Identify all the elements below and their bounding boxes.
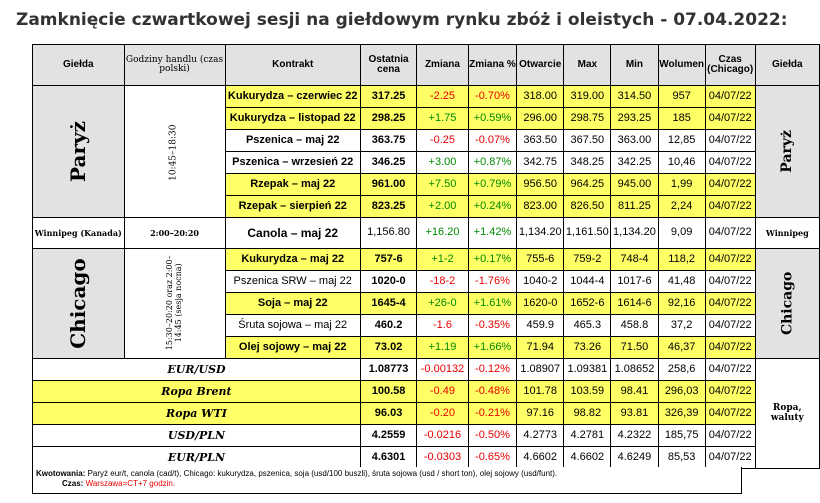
volume-cell: 41,48 bbox=[658, 271, 705, 293]
contract-cell: Canola – maj 22 bbox=[225, 218, 360, 249]
pct-cell: -0.07% bbox=[468, 130, 516, 152]
contract-cell: Rzepak – sierpień 22 bbox=[225, 196, 360, 218]
header-row bbox=[33, 45, 820, 86]
min-cell: 458.8 bbox=[611, 315, 658, 337]
last-cell: 298.25 bbox=[360, 108, 416, 130]
last-cell: 317.25 bbox=[360, 86, 416, 108]
change-cell: -18-2 bbox=[417, 271, 469, 293]
time-cell: 04/07/22 bbox=[705, 359, 755, 381]
header-time: Czas (Chicago) bbox=[705, 45, 755, 86]
max-cell: 98.82 bbox=[564, 403, 611, 425]
open-cell: 1,134.20 bbox=[517, 218, 564, 249]
max-cell: 759-2 bbox=[564, 249, 611, 271]
contract-cell: Kukurydza – czerwiec 22 bbox=[225, 86, 360, 108]
last-cell: 4.2559 bbox=[360, 425, 416, 447]
min-cell: 1017-6 bbox=[611, 271, 658, 293]
pct-cell: +0.87% bbox=[468, 152, 516, 174]
max-cell: 73.26 bbox=[564, 337, 611, 359]
table-row bbox=[33, 447, 820, 469]
min-cell: 71.50 bbox=[611, 337, 658, 359]
group-paris-hours: 10:45–18:30 bbox=[124, 86, 225, 218]
open-cell: 755-6 bbox=[517, 249, 564, 271]
pct-cell: +1.66% bbox=[468, 337, 516, 359]
volume-cell: 12,85 bbox=[658, 130, 705, 152]
max-cell: 4.6602 bbox=[564, 447, 611, 469]
pct-cell: +0.17% bbox=[468, 249, 516, 271]
pct-cell: +0.24% bbox=[468, 196, 516, 218]
contract-cell: Pszenica SRW – maj 22 bbox=[225, 271, 360, 293]
min-cell: 811.25 bbox=[611, 196, 658, 218]
time-cell: 04/07/22 bbox=[705, 403, 755, 425]
volume-cell: 258,6 bbox=[658, 359, 705, 381]
open-cell: 956.50 bbox=[517, 174, 564, 196]
open-cell: 1040-2 bbox=[517, 271, 564, 293]
contract-cell: Pszenica – wrzesień 22 bbox=[225, 152, 360, 174]
volume-cell: 2,24 bbox=[658, 196, 705, 218]
group-winnipeg-hours: 2:00–20:20 bbox=[124, 218, 225, 249]
max-cell: 367.50 bbox=[564, 130, 611, 152]
footer-quotes bbox=[36, 469, 738, 479]
volume-cell: 92,16 bbox=[658, 293, 705, 315]
change-cell: -0.00132 bbox=[417, 359, 469, 381]
time-cell: 04/07/22 bbox=[705, 108, 755, 130]
open-cell: 459.9 bbox=[517, 315, 564, 337]
contract-cell: Soja – maj 22 bbox=[225, 293, 360, 315]
header-volume: Wolumen bbox=[658, 45, 705, 86]
pct-cell: -0.12% bbox=[468, 359, 516, 381]
max-cell: 319.00 bbox=[564, 86, 611, 108]
contract-cell: USD/PLN bbox=[33, 425, 361, 447]
volume-cell: 296,03 bbox=[658, 381, 705, 403]
change-cell: -0.0303 bbox=[417, 447, 469, 469]
last-cell: 823.25 bbox=[360, 196, 416, 218]
open-cell: 342.75 bbox=[517, 152, 564, 174]
last-cell: 1020-0 bbox=[360, 271, 416, 293]
pct-cell: -0.21% bbox=[468, 403, 516, 425]
volume-cell: 326,39 bbox=[658, 403, 705, 425]
volume-cell: 185 bbox=[658, 108, 705, 130]
table-row bbox=[33, 381, 820, 403]
min-cell: 748-4 bbox=[611, 249, 658, 271]
last-cell: 460.2 bbox=[360, 315, 416, 337]
change-cell: +1.19 bbox=[417, 337, 469, 359]
pct-cell: +1.61% bbox=[468, 293, 516, 315]
contract-cell: Pszenica – maj 22 bbox=[225, 130, 360, 152]
time-cell: 04/07/22 bbox=[705, 315, 755, 337]
max-cell: 4.2781 bbox=[564, 425, 611, 447]
contract-cell: Kukurydza – listopad 22 bbox=[225, 108, 360, 130]
pct-cell: -1.76% bbox=[468, 271, 516, 293]
open-cell: 4.2773 bbox=[517, 425, 564, 447]
open-cell: 1620-0 bbox=[517, 293, 564, 315]
group-paris-right: Paryż bbox=[755, 86, 819, 218]
pct-cell: -0.50% bbox=[468, 425, 516, 447]
min-cell: 1.08652 bbox=[611, 359, 658, 381]
contract-cell: Kukurydza – maj 22 bbox=[225, 249, 360, 271]
time-cell: 04/07/22 bbox=[705, 86, 755, 108]
min-cell: 293.25 bbox=[611, 108, 658, 130]
contract-cell: Rzepak – maj 22 bbox=[225, 174, 360, 196]
max-cell: 348.25 bbox=[564, 152, 611, 174]
footer-time-text: Warszawa=CT+7 godzin. bbox=[85, 479, 176, 489]
footer-time-label: Czas: bbox=[62, 479, 84, 489]
open-cell: 4.6602 bbox=[517, 447, 564, 469]
min-cell: 4.2322 bbox=[611, 425, 658, 447]
max-cell: 826.50 bbox=[564, 196, 611, 218]
open-cell: 318.00 bbox=[517, 86, 564, 108]
time-cell: 04/07/22 bbox=[705, 337, 755, 359]
volume-cell: 85,53 bbox=[658, 447, 705, 469]
table-row bbox=[33, 86, 820, 108]
time-cell: 04/07/22 bbox=[705, 196, 755, 218]
header-open: Otwarcie bbox=[517, 45, 564, 86]
volume-cell: 185,75 bbox=[658, 425, 705, 447]
min-cell: 93.81 bbox=[611, 403, 658, 425]
contract-cell: EUR/PLN bbox=[33, 447, 361, 469]
table-row bbox=[33, 249, 820, 271]
last-cell: 1645-4 bbox=[360, 293, 416, 315]
open-cell: 101.78 bbox=[517, 381, 564, 403]
header-last: Ostatnia cena bbox=[360, 45, 416, 86]
contract-cell: EUR/USD bbox=[33, 359, 361, 381]
change-cell: -2.25 bbox=[417, 86, 469, 108]
pct-cell: -0.48% bbox=[468, 381, 516, 403]
header-change-pct: Zmiana % bbox=[468, 45, 516, 86]
footer-quote-text: Paryż eur/t, canola (cad/t), Chicago: kukurydza, pszenica, soja (usd/100 buszli), śruta sojowa (usd / short ton), olej sojowy (usd/funt). bbox=[87, 469, 558, 478]
pct-cell: -0.70% bbox=[468, 86, 516, 108]
pct-cell: +0.79% bbox=[468, 174, 516, 196]
table-row bbox=[33, 218, 820, 249]
volume-cell: 1,99 bbox=[658, 174, 705, 196]
volume-cell: 118,2 bbox=[658, 249, 705, 271]
pct-cell: +0.59% bbox=[468, 108, 516, 130]
last-cell: 961.00 bbox=[360, 174, 416, 196]
max-cell: 964.25 bbox=[564, 174, 611, 196]
group-winnipeg-right: Winnipeg bbox=[755, 218, 819, 249]
max-cell: 103.59 bbox=[564, 381, 611, 403]
open-cell: 1.08907 bbox=[517, 359, 564, 381]
header-contract: Kontrakt bbox=[225, 45, 360, 86]
change-cell: -0.25 bbox=[417, 130, 469, 152]
last-cell: 346.25 bbox=[360, 152, 416, 174]
change-cell: +1-2 bbox=[417, 249, 469, 271]
header-exchange: Giełda bbox=[33, 45, 125, 86]
min-cell: 342.25 bbox=[611, 152, 658, 174]
max-cell: 1.09381 bbox=[564, 359, 611, 381]
open-cell: 71.94 bbox=[517, 337, 564, 359]
last-cell: 363.75 bbox=[360, 130, 416, 152]
last-cell: 100.58 bbox=[360, 381, 416, 403]
time-cell: 04/07/22 bbox=[705, 152, 755, 174]
last-cell: 757-6 bbox=[360, 249, 416, 271]
group-chicago: Chicago bbox=[33, 249, 125, 359]
footer-time bbox=[36, 479, 738, 489]
volume-cell: 46,37 bbox=[658, 337, 705, 359]
max-cell: 298.75 bbox=[564, 108, 611, 130]
header-change: Zmiana bbox=[417, 45, 469, 86]
min-cell: 4.6249 bbox=[611, 447, 658, 469]
max-cell: 1652-6 bbox=[564, 293, 611, 315]
time-cell: 04/07/22 bbox=[705, 293, 755, 315]
contract-cell: Ropa Brent bbox=[33, 381, 361, 403]
footer-notes bbox=[32, 467, 742, 494]
open-cell: 97.16 bbox=[517, 403, 564, 425]
change-cell: +16.20 bbox=[417, 218, 469, 249]
last-cell: 1.08773 bbox=[360, 359, 416, 381]
last-cell: 73.02 bbox=[360, 337, 416, 359]
header-exchange-right: Giełda bbox=[755, 45, 819, 86]
table-row bbox=[33, 425, 820, 447]
change-cell: -0.0216 bbox=[417, 425, 469, 447]
change-cell: +1.75 bbox=[417, 108, 469, 130]
volume-cell: 37,2 bbox=[658, 315, 705, 337]
header-hours: Godziny handlu (czas polski) bbox=[124, 45, 225, 86]
contract-cell: Olej sojowy – maj 22 bbox=[225, 337, 360, 359]
change-cell: -1.6 bbox=[417, 315, 469, 337]
change-cell: +26-0 bbox=[417, 293, 469, 315]
time-cell: 04/07/22 bbox=[705, 174, 755, 196]
header-max: Max bbox=[564, 45, 611, 86]
header-min: Min bbox=[611, 45, 658, 86]
last-cell: 1,156.80 bbox=[360, 218, 416, 249]
change-cell: +3.00 bbox=[417, 152, 469, 174]
open-cell: 823.00 bbox=[517, 196, 564, 218]
pct-cell: -0.35% bbox=[468, 315, 516, 337]
time-cell: 04/07/22 bbox=[705, 381, 755, 403]
min-cell: 1,134.20 bbox=[611, 218, 658, 249]
min-cell: 314.50 bbox=[611, 86, 658, 108]
table-row bbox=[33, 359, 820, 381]
footer-quote-label: Kwotowania: bbox=[36, 469, 86, 478]
time-cell: 04/07/22 bbox=[705, 130, 755, 152]
group-winnipeg: Winnipeg (Kanada) bbox=[33, 218, 125, 249]
pct-cell: -0.65% bbox=[468, 447, 516, 469]
time-cell: 04/07/22 bbox=[705, 249, 755, 271]
group-paris: Paryż bbox=[33, 86, 125, 218]
group-chicago-right: Chicago bbox=[755, 249, 819, 359]
min-cell: 363.00 bbox=[611, 130, 658, 152]
group-fx-right: Ropa, waluty bbox=[755, 359, 819, 469]
change-cell: +2.00 bbox=[417, 196, 469, 218]
volume-cell: 10,46 bbox=[658, 152, 705, 174]
max-cell: 1044-4 bbox=[564, 271, 611, 293]
min-cell: 945.00 bbox=[611, 174, 658, 196]
pct-cell: +1.42% bbox=[468, 218, 516, 249]
time-cell: 04/07/22 bbox=[705, 447, 755, 469]
last-cell: 96.03 bbox=[360, 403, 416, 425]
page-title: Zamknięcie czwartkowej sesji na giełdowym rynku zbóż i oleistych - 07.04.2022: bbox=[16, 10, 788, 30]
min-cell: 1614-6 bbox=[611, 293, 658, 315]
change-cell: -0.49 bbox=[417, 381, 469, 403]
change-cell: +7.50 bbox=[417, 174, 469, 196]
max-cell: 1,161.50 bbox=[564, 218, 611, 249]
time-cell: 04/07/22 bbox=[705, 271, 755, 293]
min-cell: 98.41 bbox=[611, 381, 658, 403]
market-table bbox=[32, 44, 820, 469]
volume-cell: 9,09 bbox=[658, 218, 705, 249]
max-cell: 465.3 bbox=[564, 315, 611, 337]
group-chicago-hours: 15:30–20:20 oraz 2:00–14:45 (sesja nocna) bbox=[124, 249, 225, 359]
volume-cell: 957 bbox=[658, 86, 705, 108]
last-cell: 4.6301 bbox=[360, 447, 416, 469]
contract-cell: Śruta sojowa – maj 22 bbox=[225, 315, 360, 337]
contract-cell: Ropa WTI bbox=[33, 403, 361, 425]
table-row bbox=[33, 403, 820, 425]
change-cell: -0.20 bbox=[417, 403, 469, 425]
open-cell: 363.50 bbox=[517, 130, 564, 152]
time-cell: 04/07/22 bbox=[705, 425, 755, 447]
time-cell: 04/07/22 bbox=[705, 218, 755, 249]
open-cell: 296.00 bbox=[517, 108, 564, 130]
